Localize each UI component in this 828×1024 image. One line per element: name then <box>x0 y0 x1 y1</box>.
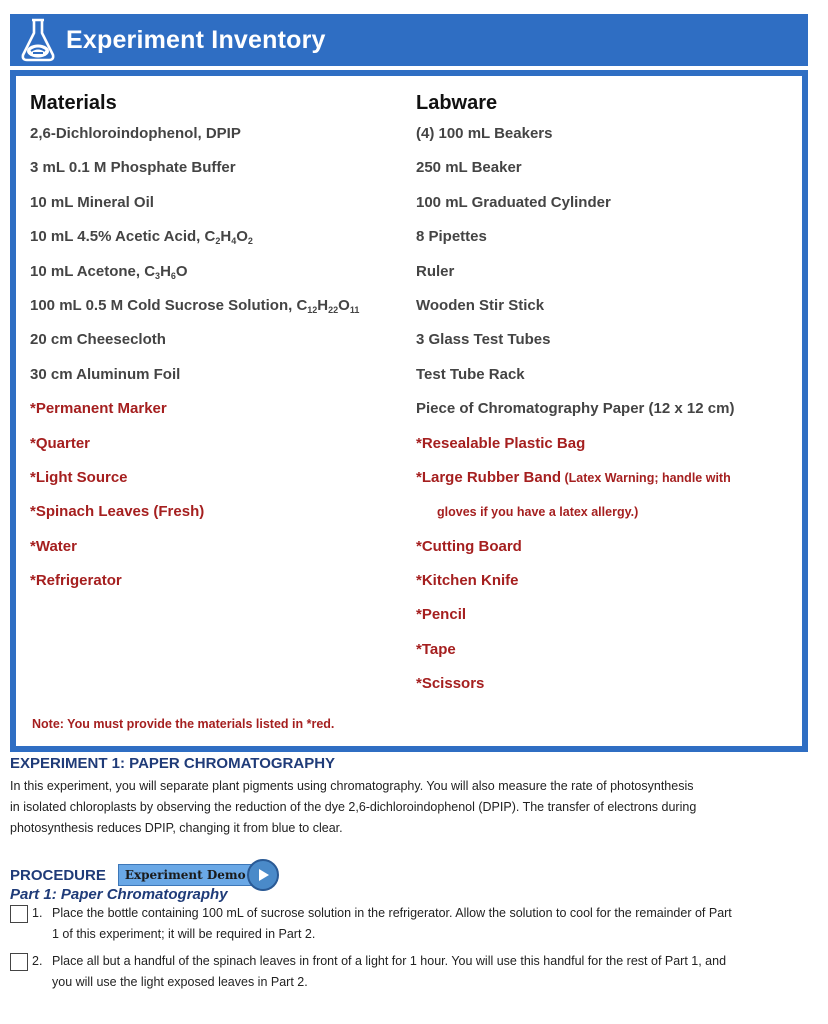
materials-item <box>30 195 410 229</box>
labware-item-text: *Pencil <box>416 606 467 624</box>
materials-item <box>30 401 410 435</box>
materials-item-text: 20 cm Cheesecloth <box>30 331 166 349</box>
formula-part: 22 <box>328 304 339 315</box>
materials-item <box>30 436 410 470</box>
materials-column <box>30 76 410 607</box>
labware-item-text: gloves if you have a latex allergy.) <box>437 505 639 520</box>
labware-item-text: (4) 100 mL Beakers <box>416 125 553 142</box>
materials-item <box>30 332 410 366</box>
part-title: Part 1: Paper Chromatography <box>10 886 228 903</box>
materials-item-text: 3 mL 0.1 M Phosphate Buffer <box>30 159 236 177</box>
labware-item <box>416 229 796 263</box>
materials-item-text: 30 cm Aluminum Foil <box>30 365 181 383</box>
description-line: photosynthesis reduces DPIP, changing it from blue to clear. <box>10 821 343 835</box>
labware-item <box>416 573 796 607</box>
step-number: 2. <box>32 954 43 968</box>
labware-item-text: 100 mL Graduated Cylinder <box>416 193 611 211</box>
materials-item-text: *Quarter <box>30 434 91 452</box>
labware-item <box>416 195 796 229</box>
labware-item-text: *Kitchen Knife <box>416 572 519 590</box>
inventory-header <box>10 14 808 66</box>
labware-item-text: 250 mL Beaker <box>416 159 522 177</box>
materials-item-text: 10 mL 4.5% Acetic Acid, C <box>30 228 216 246</box>
formula-part: 4 <box>231 236 237 247</box>
step-line: Place all but a handful of the spinach leaves in front of a light for 1 hour. You will use this handful for the rest of Part 1, and <box>52 954 727 968</box>
formula-part: O <box>175 262 188 280</box>
labware-item-text: Piece of Chromatography Paper (12 x 12 cm) <box>416 400 735 418</box>
materials-item-text: 2,6-Dichloroindophenol, DPIP <box>30 125 241 142</box>
labware-item-text: *Tape <box>416 640 456 658</box>
experiment-demo-label: Experiment Demo <box>118 864 253 886</box>
step-line: 1 of this experiment; it will be required in Part 2. <box>52 927 316 941</box>
procedure-step <box>10 953 810 993</box>
materials-item <box>30 264 410 298</box>
labware-item <box>416 298 796 332</box>
step-text <box>52 903 732 945</box>
labware-item <box>416 401 796 435</box>
labware-item <box>416 436 796 470</box>
formula-part: H <box>317 296 329 314</box>
formula-part: 12 <box>307 304 318 315</box>
play-arrow-icon <box>247 859 279 891</box>
experiment-title: EXPERIMENT 1: PAPER CHROMATOGRAPHY <box>10 755 336 772</box>
labware-item <box>416 470 796 504</box>
experiment-description <box>10 776 810 839</box>
formula-part: 6 <box>170 270 176 281</box>
labware-item <box>416 367 796 401</box>
formula-part: O <box>338 296 350 314</box>
labware-item <box>416 264 796 298</box>
labware-item-text: Wooden Stir Stick <box>416 296 545 314</box>
labware-list <box>416 126 796 711</box>
inventory-box <box>10 70 808 752</box>
labware-item <box>416 539 796 573</box>
labware-item <box>416 332 796 366</box>
labware-heading: Labware <box>416 92 498 114</box>
labware-item <box>416 676 796 710</box>
materials-item-text: *Refrigerator <box>30 572 122 590</box>
materials-note: Note: You must provide the materials listed in *red. <box>32 717 335 731</box>
materials-item-text: 10 mL Mineral Oil <box>30 193 154 211</box>
materials-item <box>30 367 410 401</box>
materials-item-text: *Spinach Leaves (Fresh) <box>30 503 205 521</box>
labware-item-text: Ruler <box>416 262 455 280</box>
labware-item <box>416 126 796 160</box>
formula-part: H <box>160 262 171 280</box>
materials-item-text: *Permanent Marker <box>30 400 167 418</box>
labware-item-text: *Cutting Board <box>416 537 522 555</box>
materials-item <box>30 504 410 538</box>
procedure-title: PROCEDURE <box>10 866 106 884</box>
materials-list <box>30 126 410 607</box>
materials-item <box>30 160 410 194</box>
formula-part: H <box>220 228 232 246</box>
description-line: in isolated chloroplasts by observing the reduction of the dye 2,6-dichloroindophenol (DPIP). The transfer of electrons during <box>10 800 697 814</box>
labware-item <box>416 160 796 194</box>
formula-part: 11 <box>349 304 360 315</box>
step-line: you will use the light exposed leaves in Part 2. <box>52 975 308 989</box>
materials-item-text: *Water <box>30 537 77 555</box>
labware-column <box>416 76 796 711</box>
materials-item <box>30 298 410 332</box>
step-number: 1. <box>32 906 43 920</box>
labware-item-text: Test Tube Rack <box>416 365 525 383</box>
flask-icon <box>18 17 58 63</box>
step-line: Place the bottle containing 100 mL of sucrose solution in the refrigerator. Allow the solution to cool for the remainder of Part <box>52 906 732 920</box>
materials-item-text: 10 mL Acetone, C <box>30 262 156 280</box>
labware-item <box>416 504 796 538</box>
materials-item <box>30 229 410 263</box>
formula-part: 2 <box>247 236 253 247</box>
page-title: Experiment Inventory <box>66 25 326 54</box>
labware-item-text: *Resealable Plastic Bag <box>416 434 586 452</box>
step-checkbox[interactable] <box>10 905 28 923</box>
formula-part: 2 <box>215 236 221 247</box>
labware-item <box>416 642 796 676</box>
labware-item-text: *Scissors <box>416 675 485 693</box>
labware-item-note: (Latex Warning; handle with <box>561 470 731 485</box>
materials-item-text: 100 mL 0.5 M Cold Sucrose Solution, C <box>30 296 308 314</box>
formula-part: 3 <box>155 270 161 281</box>
labware-item-text: 8 Pipettes <box>416 228 487 246</box>
materials-item <box>30 539 410 573</box>
labware-item-text: *Large Rubber Band <box>416 468 562 486</box>
description-line: In this experiment, you will separate plant pigments using chromatography. You will also measure the rate of photosynthesis <box>10 779 694 793</box>
labware-item <box>416 607 796 641</box>
materials-item <box>30 573 410 607</box>
materials-item-text: *Light Source <box>30 468 128 486</box>
materials-item <box>30 470 410 504</box>
materials-item <box>30 126 410 160</box>
formula-part: O <box>236 228 248 246</box>
procedure-step <box>10 905 810 945</box>
materials-heading: Materials <box>30 92 117 114</box>
step-checkbox[interactable] <box>10 953 28 971</box>
labware-item-text: 3 Glass Test Tubes <box>416 331 551 349</box>
step-text <box>52 951 726 993</box>
